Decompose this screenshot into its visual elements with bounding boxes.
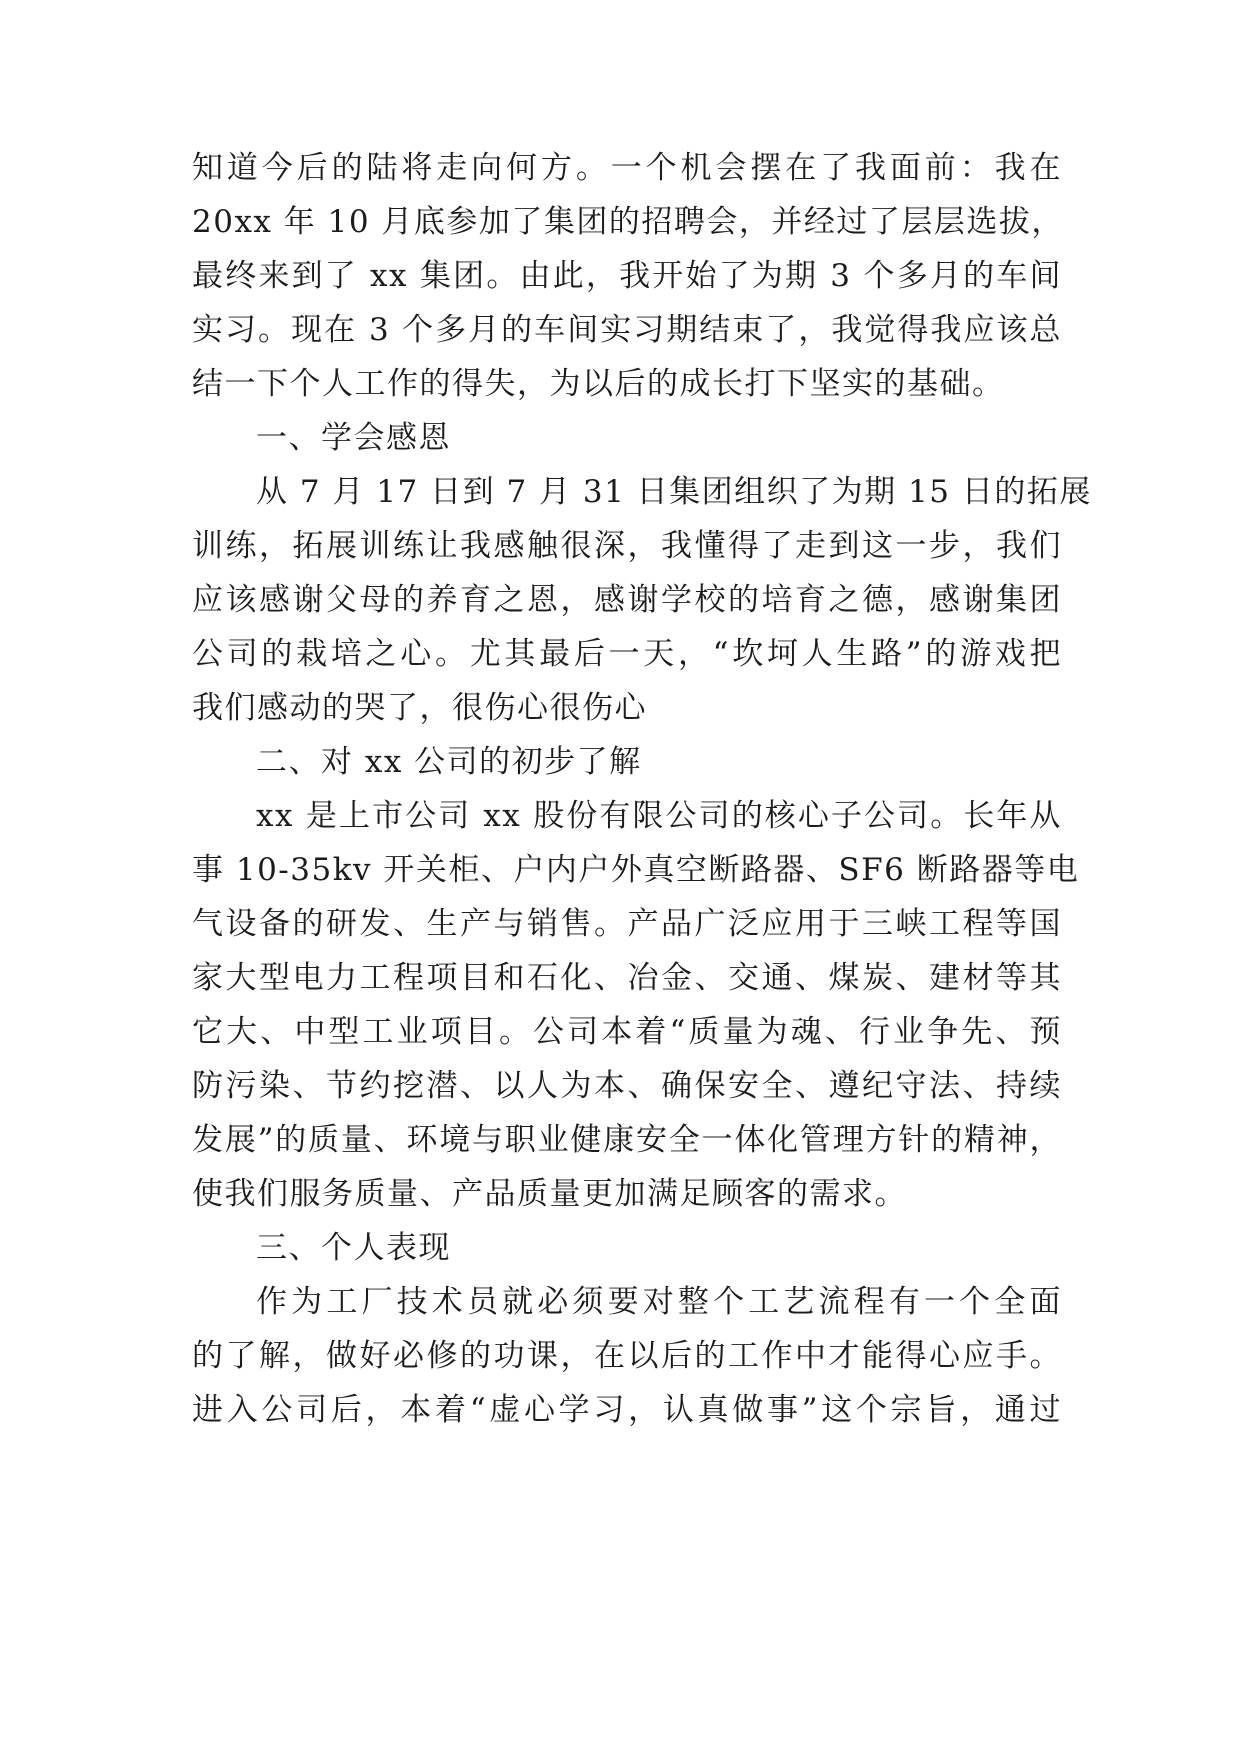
text-line: 防污染、节约挖潜、以人为本、确保安全、遵纪守法、持续 bbox=[192, 1068, 1062, 1104]
text-line: 气设备的研发、生产与销售。产品广泛应用于三峡工程等国 bbox=[192, 906, 1062, 942]
text-line: 作为工厂技术员就必须要对整个工艺流程有一个全面 bbox=[256, 1284, 1062, 1320]
text-line: 进入公司后，本着“虚心学习，认真做事”这个宗旨，通过 bbox=[192, 1392, 1062, 1428]
text-line: 它大、中型工业项目。公司本着“质量为魂、行业争先、预 bbox=[192, 1014, 1062, 1050]
text-line: 发展”的质量、环境与职业健康安全一体化管理方针的精神， bbox=[192, 1122, 1062, 1158]
text-line: 知道今后的陆将走向何方。一个机会摆在了我面前：我在 bbox=[192, 150, 1062, 186]
text-line: 公司的栽培之心。尤其最后一天，“坎坷人生路”的游戏把 bbox=[192, 636, 1062, 672]
text-line: 20xx 年 10 月底参加了集团的招聘会，并经过了层层选拔， bbox=[192, 204, 1064, 240]
section-heading: 一、学会感恩 bbox=[256, 420, 451, 456]
text-line: 我们感动的哭了，很伤心很伤心 bbox=[192, 690, 647, 726]
text-line: 事 10-35kv 开关柜、户内户外真空断路器、SF6 断路器等电 bbox=[192, 852, 1080, 888]
text-line: 训练，拓展训练让我感触很深，我懂得了走到这一步，我们 bbox=[192, 528, 1062, 564]
text-line: 从 7 月 17 日到 7 月 31 日集团组织了为期 15 日的拓展 bbox=[256, 474, 1092, 510]
text-line: 实习。现在 3 个多月的车间实习期结束了，我觉得我应该总 bbox=[192, 312, 1062, 348]
text-line: 最终来到了 xx 集团。由此，我开始了为期 3 个多月的车间 bbox=[192, 258, 1062, 294]
text-line: 应该感谢父母的养育之恩，感谢学校的培育之德，感谢集团 bbox=[192, 582, 1062, 618]
section-heading: 三、个人表现 bbox=[256, 1230, 451, 1266]
section-heading: 二、对 xx 公司的初步了解 bbox=[256, 744, 642, 780]
text-line: 家大型电力工程项目和石化、冶金、交通、煤炭、建材等其 bbox=[192, 960, 1062, 996]
text-line: 使我们服务质量、产品质量更加满足顾客的需求。 bbox=[192, 1176, 907, 1212]
text-line: 结一下个人工作的得失，为以后的成长打下坚实的基础。 bbox=[192, 366, 1005, 402]
text-line: 的了解，做好必修的功课，在以后的工作中才能得心应手。 bbox=[192, 1338, 1062, 1374]
text-line: xx 是上市公司 xx 股份有限公司的核心子公司。长年从 bbox=[256, 798, 1062, 834]
